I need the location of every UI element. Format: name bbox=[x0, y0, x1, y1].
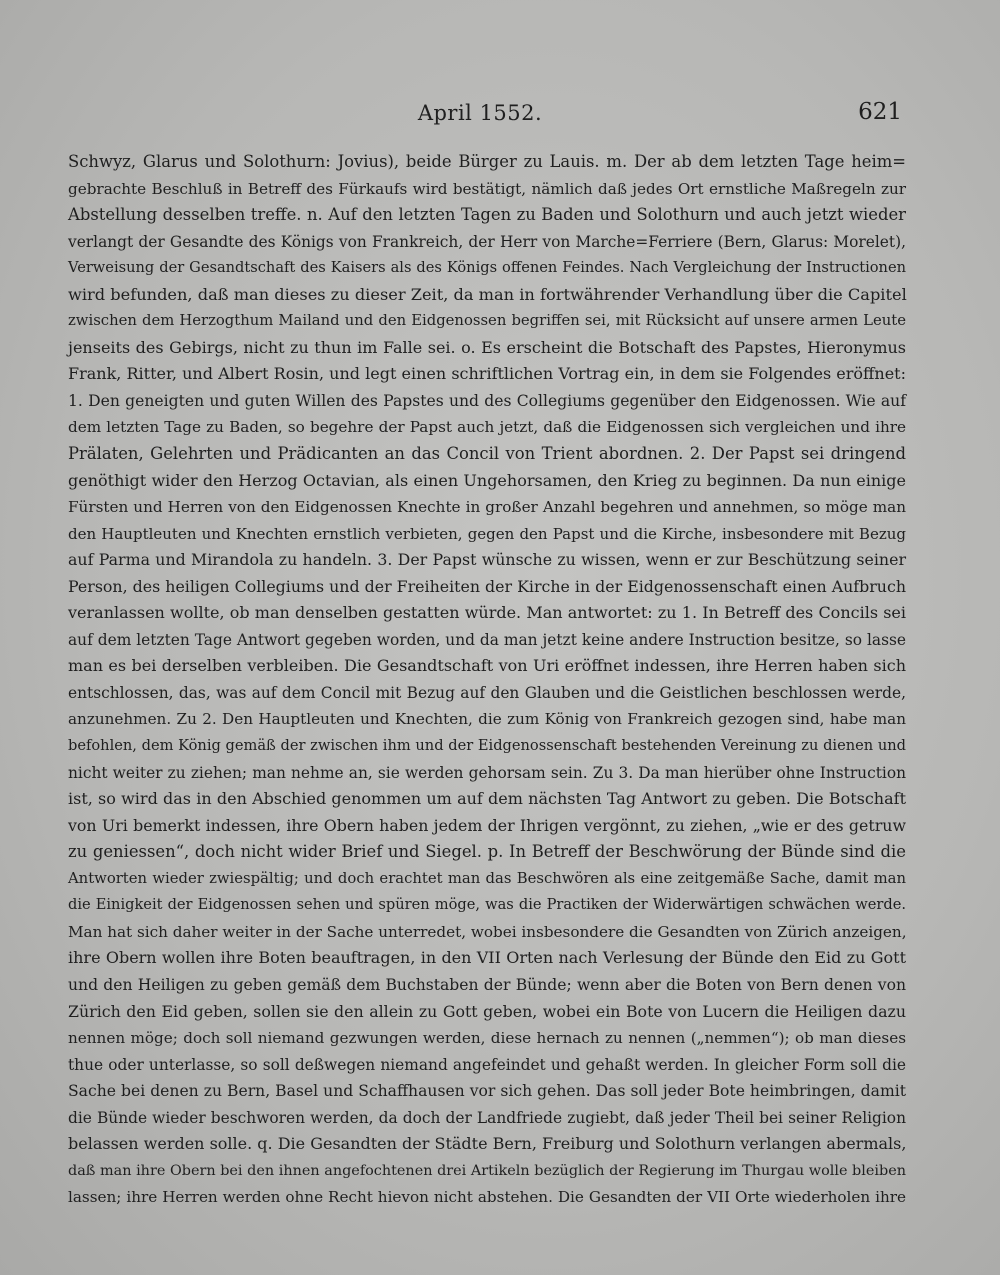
text-line: daß man ihre Obern bei den ihnen angefochtenen drei Artikeln bezüglich der Regierung im Thurgau wolle bleiben bbox=[68, 1162, 906, 1179]
page-number: 621 bbox=[858, 99, 902, 125]
text-line: Schwyz, Glarus und Solothurn: Jovius), beide Bürger zu Lauis. m. Der ab dem letzten Tage heim= bbox=[68, 152, 906, 171]
text-line: den Hauptleuten und Knechten ernstlich verbieten, gegen den Papst und die Kirche, insbesondere mit Bezug bbox=[68, 524, 906, 543]
text-line: zwischen dem Herzogthum Mailand und den Eidgenossen begriffen sei, mit Rücksicht auf unsere armen Leute bbox=[68, 312, 906, 330]
body-text bbox=[68, 149, 906, 1211]
text-line: befohlen, dem König gemäß der zwischen ihm und der Eidgenossenschaft bestehenden Vereinung zu dienen und bbox=[68, 737, 906, 755]
text-line: und den Heiligen zu geben gemäß dem Buchstaben der Bünde; wenn aber die Boten von Bern denen von bbox=[68, 975, 906, 994]
text-line: anzunehmen. Zu 2. Den Hauptleuten und Knechten, die zum König von Frankreich gezogen sind, habe man bbox=[68, 710, 906, 729]
text-line: auf Parma und Mirandola zu handeln. 3. Der Papst wünsche zu wissen, wenn er zur Beschützung seiner bbox=[68, 550, 906, 570]
text-line: Zürich den Eid geben, sollen sie den allein zu Gott geben, wobei ein Bote von Lucern die Heiligen dazu bbox=[68, 1001, 906, 1021]
text-line: auf dem letzten Tage Antwort gegeben worden, und da man jetzt keine andere Instruction besitze, so lasse bbox=[68, 630, 906, 649]
text-line: gebrachte Beschluß in Betreff des Fürkaufs wird bestätigt, nämlich daß jedes Ort ernstliche Maßregeln zur bbox=[68, 179, 906, 198]
running-header: April 1552. bbox=[417, 101, 543, 125]
text-line: Abstellung desselben treffe. n. Auf den letzten Tagen zu Baden und Solothurn und auch jetzt wieder bbox=[68, 205, 906, 225]
text-line: Fürsten und Herren von den Eidgenossen Knechte in großer Anzahl begehren und annehmen, so möge man bbox=[68, 498, 906, 517]
text-line: Frank, Ritter, und Albert Rosin, und legt einen schriftlichen Vortrag ein, in dem sie Folgendes eröffnet: bbox=[68, 364, 906, 384]
text-line: lassen; ihre Herren werden ohne Recht hievon nicht abstehen. Die Gesandten der VII Orte wiederholen ihre bbox=[68, 1188, 906, 1207]
text-line: Verweisung der Gesandtschaft des Kaisers als des Königs offenen Feindes. Nach Vergleichung der Instructionen bbox=[68, 259, 906, 277]
text-line: ihre Obern wollen ihre Boten beauftragen, in den VII Orten nach Verlesung der Bünde den Eid zu Gott bbox=[68, 948, 906, 968]
text-line: dem letzten Tage zu Baden, so begehre der Papst auch jetzt, daß die Eidgenossen sich vergleichen und ihre bbox=[68, 418, 906, 437]
text-line: wird befunden, daß man dieses zu dieser Zeit, da man in fortwährender Verhandlung über die Capitel bbox=[68, 284, 907, 304]
text-line: verlangt der Gesandte des Königs von Frankreich, der Herr von Marche=Ferriere (Bern, Glarus: Morelet), bbox=[68, 232, 906, 251]
text-line: Antworten wieder zwiespältig; und doch erachtet man das Beschwören als eine zeitgemäße Sache, damit man bbox=[68, 869, 906, 887]
text-line: von Uri bemerkt indessen, ihre Obern haben jedem der Ihrigen vergönnt, zu ziehen, „wie er des getruw bbox=[68, 815, 906, 835]
text-line: Prälaten, Gelehrten und Prädicanten an das Concil von Trient abordnen. 2. Der Papst sei dringend bbox=[68, 444, 906, 464]
text-line: ist, so wird das in den Abschied genommen um auf dem nächsten Tag Antwort zu geben. Die Botschaft bbox=[68, 789, 906, 809]
text-line: zu geniessen“, doch nicht wider Brief und Siegel. p. In Betreff der Beschwörung der Bünde sind die bbox=[68, 842, 906, 862]
text-line: veranlassen wollte, ob man denselben gestatten würde. Man antwortet: zu 1. In Betreff des Concils sei bbox=[68, 603, 906, 623]
text-line: genöthigt wider den Herzog Octavian, als einen Ungehorsamen, den Krieg zu beginnen. Da nun einige bbox=[68, 470, 906, 490]
text-line: nicht weiter zu ziehen; man nehme an, sie werden gehorsam sein. Zu 3. Da man hierüber ohne Instruction bbox=[68, 763, 906, 782]
text-line: die Bünde wieder beschworen werden, da doch der Landfriede zugiebt, daß jeder Theil bei seiner Religion bbox=[68, 1108, 906, 1127]
text-line: 1. Den geneigten und guten Willen des Papstes und des Collegiums gegenüber den Eidgenossen. Wie auf bbox=[68, 391, 906, 410]
text-line: die Einigkeit der Eidgenossen sehen und spüren möge, was die Practiken der Widerwärtigen schwächen werde. bbox=[68, 896, 906, 914]
text-line: Man hat sich daher weiter in der Sache unterredet, wobei insbesondere die Gesandten von Zürich anzeigen, bbox=[68, 922, 907, 941]
text-line: Sache bei denen zu Bern, Basel und Schaffhausen vor sich gehen. Das soll jeder Bote heimbringen, damit bbox=[68, 1082, 906, 1101]
text-line: man es bei derselben verbleiben. Die Gesandtschaft von Uri eröffnet indessen, ihre Herren haben sich bbox=[68, 656, 906, 676]
text-line: nennen möge; doch soll niemand gezwungen werden, diese hernach zu nennen („nemmen“); ob man dieses bbox=[68, 1029, 906, 1048]
text-line: jenseits des Gebirgs, nicht zu thun im Falle sei. o. Es erscheint die Botschaft des Papstes, Hieronymus bbox=[68, 337, 906, 357]
text-line: Person, des heiligen Collegiums und der Freiheiten der Kirche in der Eidgenossenschaft einen Aufbruch bbox=[68, 576, 906, 596]
text-line: belassen werden solle. q. Die Gesandten der Städte Bern, Freiburg und Solothurn verlangen abermals, bbox=[68, 1134, 907, 1154]
text-line: thue oder unterlasse, so soll deßwegen niemand angefeindet und gehaßt werden. In gleicher Form soll die bbox=[68, 1055, 906, 1074]
text-line: entschlossen, das, was auf dem Concil mit Bezug auf den Glauben und die Geistlichen beschlossen werde, bbox=[68, 683, 906, 702]
